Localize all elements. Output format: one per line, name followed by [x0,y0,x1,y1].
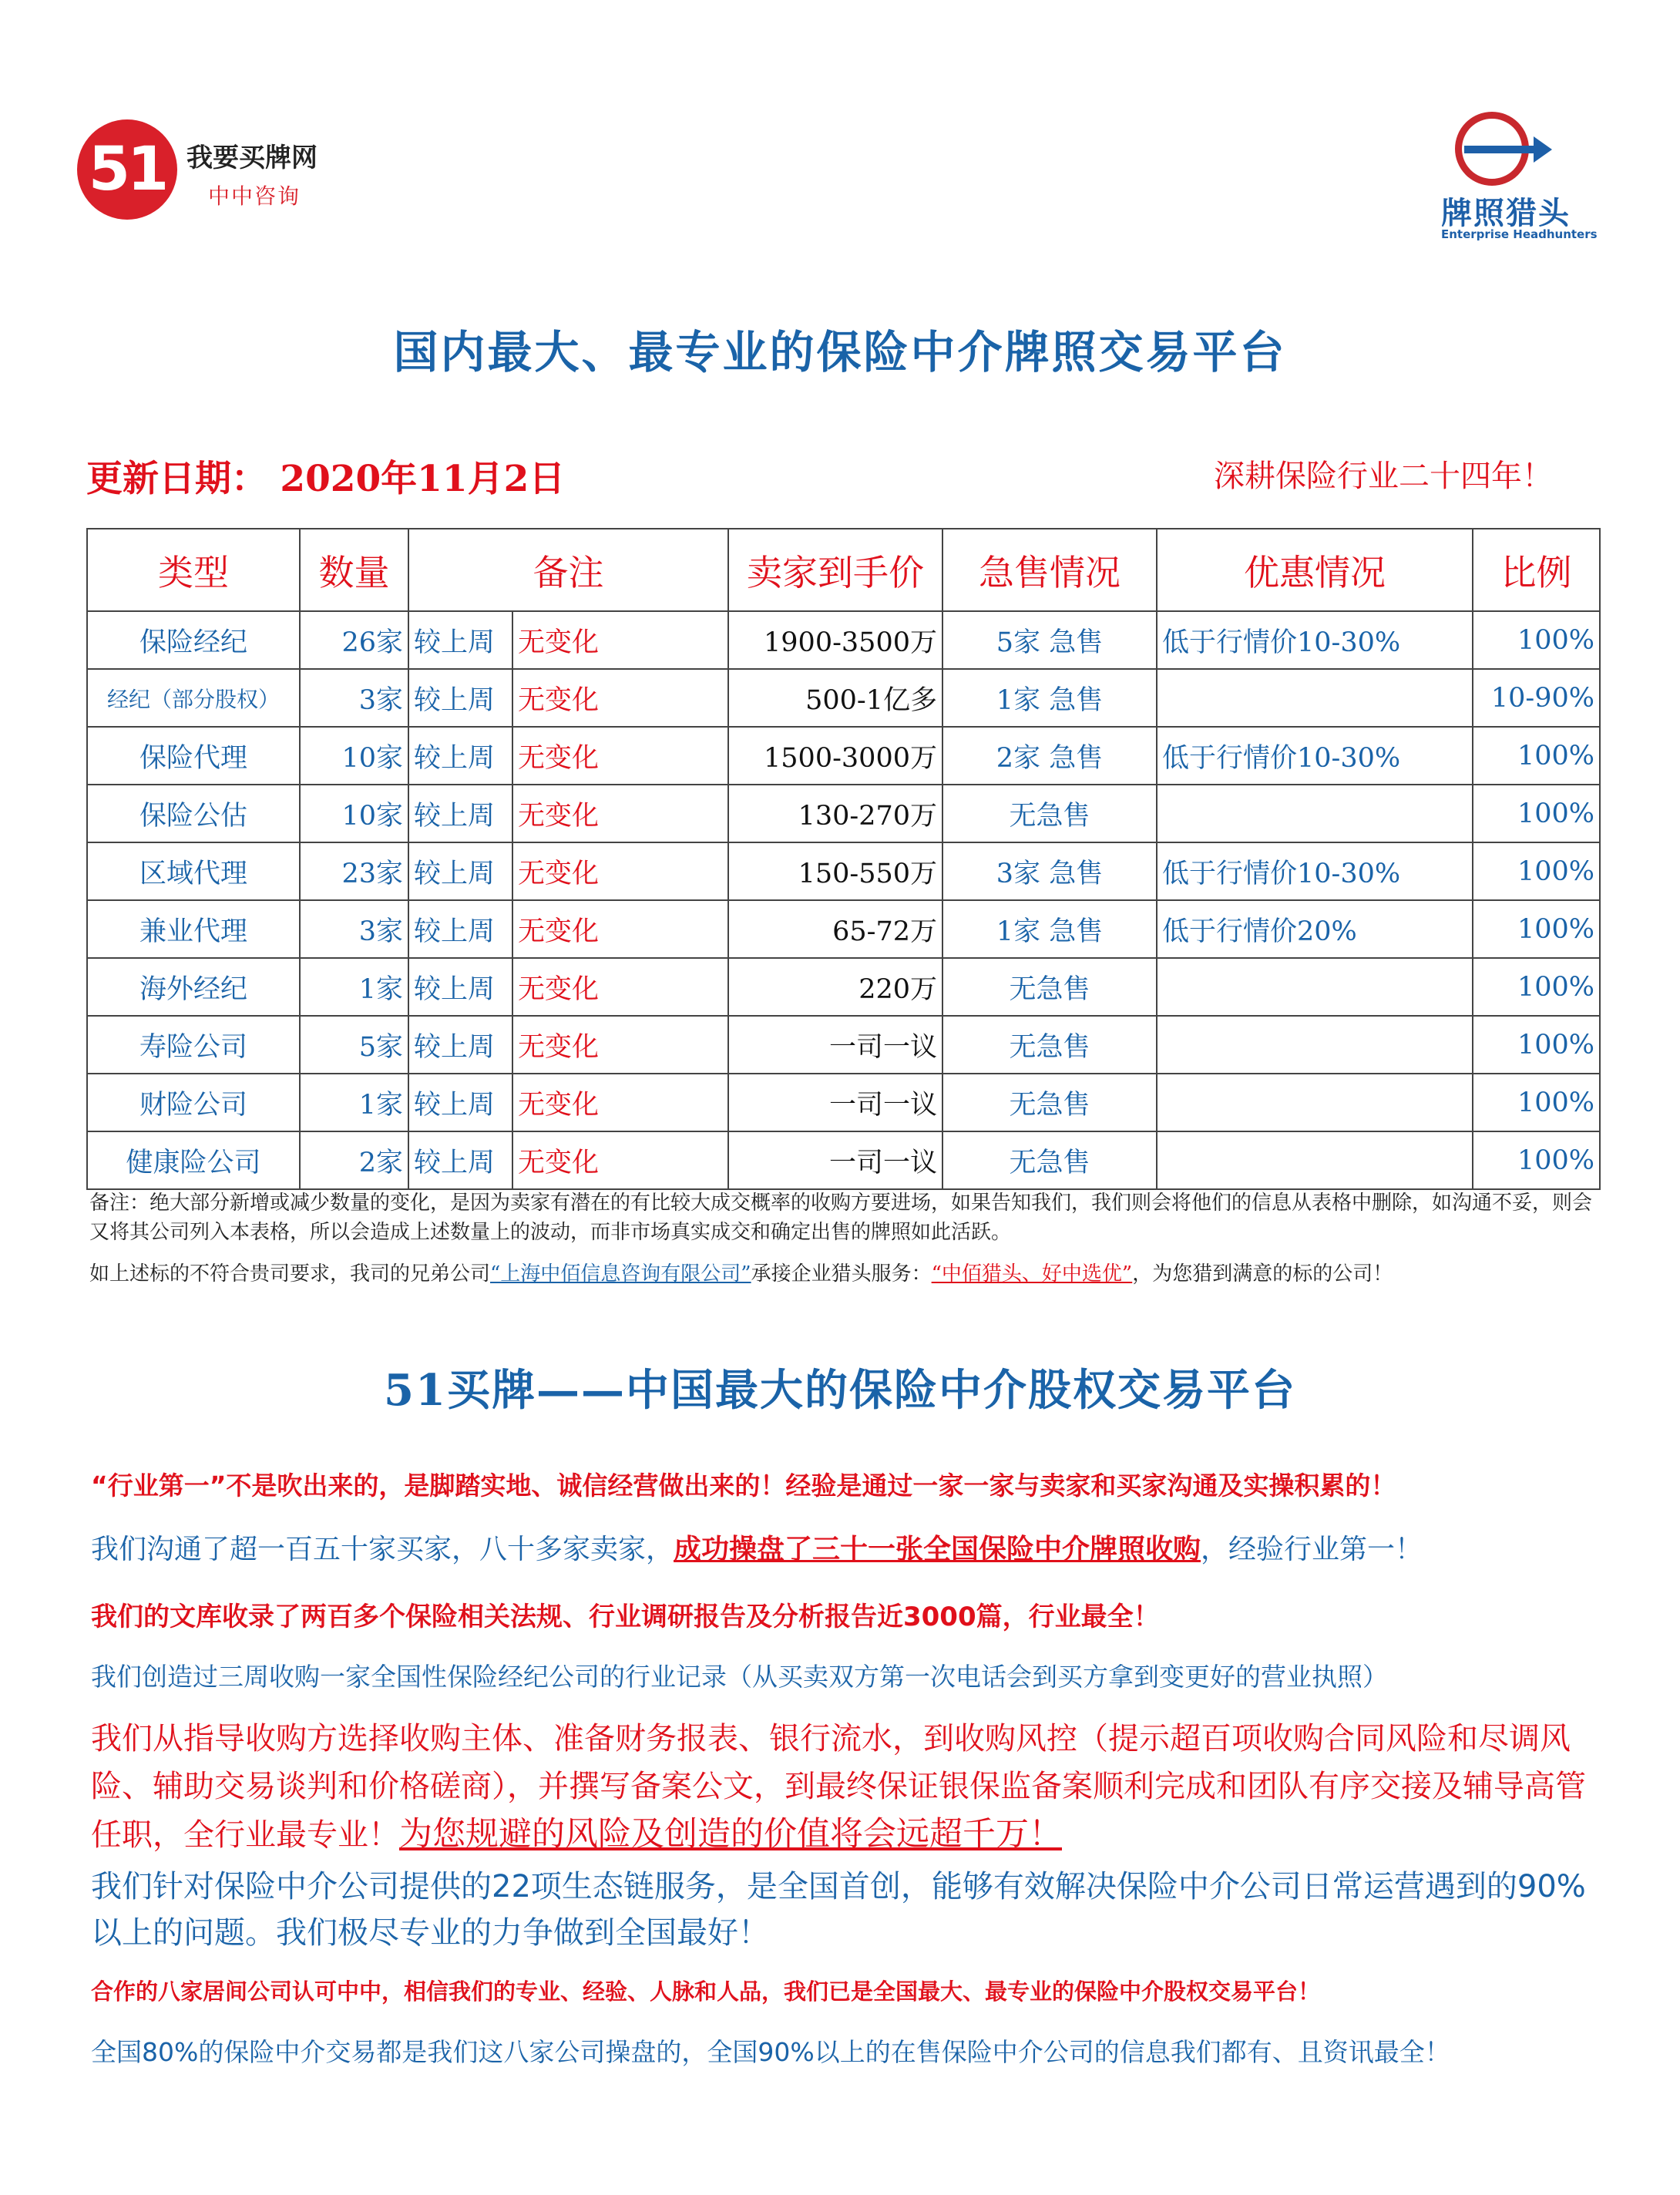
partner-slogan: “中佰猎头、好中选优” [931,1262,1133,1286]
logo-arrow-icon [1534,136,1552,163]
cell-discount: 低于行情价10-30% [1157,842,1473,900]
cell-urgent: 5家 急售 [942,611,1157,669]
cell-qty: 2家 [300,1131,408,1189]
update-date: 更新日期： 2020年11月2日 [86,458,566,500]
cell-qty: 23家 [300,842,408,900]
cell-price: 220万 [728,958,942,1016]
cell-price: 500-1亿多 [728,669,942,727]
paragraph-buyers-sellers [91,1528,1601,1567]
cell-urgent: 无急售 [942,1016,1157,1074]
cell-type: 区域代理 [87,842,300,900]
cell-change: 无变化 [512,958,728,1016]
cell-type: 财险公司 [87,1074,300,1131]
partner-note [89,1259,1600,1289]
logo-brand-name: 我要买牌网 [186,143,318,173]
cell-change: 无变化 [512,1016,728,1074]
cell-urgent: 无急售 [942,1131,1157,1189]
cell-ratio: 100% [1473,1016,1600,1074]
header-price: 卖家到手价 [728,529,942,611]
partner-note-text-a: 如上述标的不符合贵司要求，我司的兄弟公司 [89,1262,491,1286]
cell-compare: 较上周 [408,900,512,958]
table-row [87,1131,1600,1189]
cell-compare: 较上周 [408,669,512,727]
cell-urgent: 2家 急售 [942,727,1157,785]
cell-ratio: 100% [1473,1131,1600,1189]
cell-type: 健康险公司 [87,1131,300,1189]
header-remark: 备注 [408,529,728,611]
table-row [87,669,1600,727]
cell-urgent: 1家 急售 [942,669,1157,727]
cell-ratio: 100% [1473,900,1600,958]
cell-qty: 10家 [300,785,408,842]
logo-brand-sub: 中中咨询 [208,183,301,209]
cell-ratio: 100% [1473,611,1600,669]
cell-urgent: 1家 急售 [942,900,1157,958]
logo-51-buy-license [77,119,339,227]
p5-highlight: 为您规避的风险及创造的价值将会远超千万！ [399,1815,1062,1854]
cell-price: 65-72万 [728,900,942,958]
table-note: 备注：绝大部分新增或减少数量的变化，是因为卖家有潜在的有比较大成交概率的收购方要进场，如果告知我们，我们则会将他们的信息从表格中删除，如沟通不妥，则会又将其公司列入本表格，所以会造成上述数量上的波动，而非市场真实成交和确定出售的牌照如此活跃。 [89,1192,1593,1244]
cell-discount [1157,1016,1473,1074]
cell-ratio: 100% [1473,785,1600,842]
table-row [87,1074,1600,1131]
paragraph-industry-first: “行业第一”不是吹出来的，是脚踏实地、诚信经营做出来的！经验是通过一家一家与卖家和买家沟通及实操积累的！ [91,1471,1396,1501]
cell-discount [1157,669,1473,727]
cell-change: 无变化 [512,1131,728,1189]
cell-type: 保险代理 [87,727,300,785]
cell-ratio: 100% [1473,727,1600,785]
table-row [87,842,1600,900]
partner-note-text-b: 承接企业猎头服务： [751,1262,932,1286]
cell-qty: 3家 [300,900,408,958]
table-row [87,1016,1600,1074]
cell-price: 一司一议 [728,1016,942,1074]
cell-ratio: 10-90% [1473,669,1600,727]
cell-ratio: 100% [1473,958,1600,1016]
cell-price: 一司一议 [728,1131,942,1189]
partner-note-text-c: ，为您猎到满意的标的公司！ [1132,1262,1393,1286]
cell-price: 130-270万 [728,785,942,842]
cell-type: 兼业代理 [87,900,300,958]
partner-company-link: “上海中佰信息咨询有限公司” [490,1262,751,1286]
p2-text-c: ，经验行业第一！ [1201,1534,1423,1565]
table-row [87,900,1600,958]
cell-price: 一司一议 [728,1074,942,1131]
slogan: 深耕保险行业二十四年！ [1214,459,1553,494]
section-title: 51买牌——中国最大的保险中介股权交易平台 [384,1365,1296,1416]
table-header-row [87,529,1600,611]
logo-51-mark: 51 [77,119,177,220]
cell-discount: 低于行情价10-30% [1157,727,1473,785]
table-row [87,958,1600,1016]
cell-type: 海外经纪 [87,958,300,1016]
header-qty: 数量 [300,529,408,611]
cell-change: 无变化 [512,785,728,842]
table-row [87,611,1600,669]
cell-qty: 1家 [300,1074,408,1131]
page-title: 国内最大、最专业的保险中介牌照交易平台 [393,326,1287,378]
cell-compare: 较上周 [408,1131,512,1189]
table-row [87,727,1600,785]
paragraph-partners: 合作的八家居间公司认可中中，相信我们的专业、经验、人脉和人品，我们已是全国最大、最专业的保险中介股权交易平台！ [91,1978,1321,2005]
cell-change: 无变化 [512,611,728,669]
license-price-table [86,528,1601,1190]
paragraph-record: 我们创造过三周收购一家全国性保险经纪公司的行业记录（从买卖双方第一次电话会到买方拿到变更好的营业执照） [91,1662,1388,1692]
logo-headhunter-en: Enterprise Headhunters [1441,227,1598,241]
header-type: 类型 [87,529,300,611]
header-discount: 优惠情况 [1157,529,1473,611]
cell-compare: 较上周 [408,727,512,785]
logo-headhunter-name: 牌照猎头 [1441,196,1571,231]
cell-ratio: 100% [1473,1074,1600,1131]
cell-type: 保险公估 [87,785,300,842]
p2-highlight: 成功操盘了三十一张全国保险中介牌照收购 [674,1534,1201,1565]
paragraph-market-share: 全国80%的保险中介交易都是我们这八家公司操盘的，全国90%以上的在售保险中介公司的信息我们都有、且资讯最全！ [91,2037,1450,2067]
table-row [87,785,1600,842]
p2-text-a: 我们沟通了超一百五十家买家，八十多家卖家， [91,1534,674,1565]
cell-discount [1157,1074,1473,1131]
logo-arrow-bar [1464,146,1541,153]
cell-qty: 10家 [300,727,408,785]
cell-discount: 低于行情价20% [1157,900,1473,958]
cell-compare: 较上周 [408,1016,512,1074]
cell-urgent: 无急售 [942,785,1157,842]
cell-type: 保险经纪 [87,611,300,669]
cell-urgent: 3家 急售 [942,842,1157,900]
cell-discount: 低于行情价10-30% [1157,611,1473,669]
cell-price: 150-550万 [728,842,942,900]
cell-change: 无变化 [512,900,728,958]
cell-change: 无变化 [512,1074,728,1131]
header-urgent: 急售情况 [942,529,1157,611]
cell-qty: 1家 [300,958,408,1016]
cell-discount [1157,958,1473,1016]
cell-urgent: 无急售 [942,1074,1157,1131]
cell-change: 无变化 [512,669,728,727]
cell-compare: 较上周 [408,842,512,900]
logo-enterprise-headhunters [1410,112,1598,243]
cell-urgent: 无急售 [942,958,1157,1016]
cell-qty: 5家 [300,1016,408,1074]
cell-ratio: 100% [1473,842,1600,900]
cell-type: 寿险公司 [87,1016,300,1074]
header-ratio: 比例 [1473,529,1600,611]
cell-discount [1157,1131,1473,1189]
cell-discount [1157,785,1473,842]
cell-qty: 3家 [300,669,408,727]
cell-compare: 较上周 [408,958,512,1016]
cell-change: 无变化 [512,727,728,785]
cell-compare: 较上周 [408,611,512,669]
cell-price: 1500-3000万 [728,727,942,785]
cell-compare: 较上周 [408,785,512,842]
cell-price: 1900-3500万 [728,611,942,669]
cell-change: 无变化 [512,842,728,900]
paragraph-library: 我们的文库收录了两百多个保险相关法规、行业调研报告及分析报告近3000篇，行业最全！ [91,1602,1160,1632]
cell-compare: 较上周 [408,1074,512,1131]
paragraph-process [91,1715,1601,1859]
cell-type: 经纪（部分股权） [87,669,300,727]
p5-text: 我们从指导收购方选择收购主体、准备财务报表、银行流水，到收购风控（提示超百项收购合同风险和尽调风险、辅助交易谈判和价格磋商），并撰写备案公文，到最终保证银保监备案顺利完成和团队有序交接及辅导高管任职，全行业最专业！ [91,1721,1586,1853]
cell-qty: 26家 [300,611,408,669]
paragraph-ecosystem: 我们针对保险中介公司提供的22项生态链服务，是全国首创，能够有效解决保险中介公司日常运营遇到的90%以上的问题。我们极尽专业的力争做到全国最好！ [91,1869,1586,1951]
